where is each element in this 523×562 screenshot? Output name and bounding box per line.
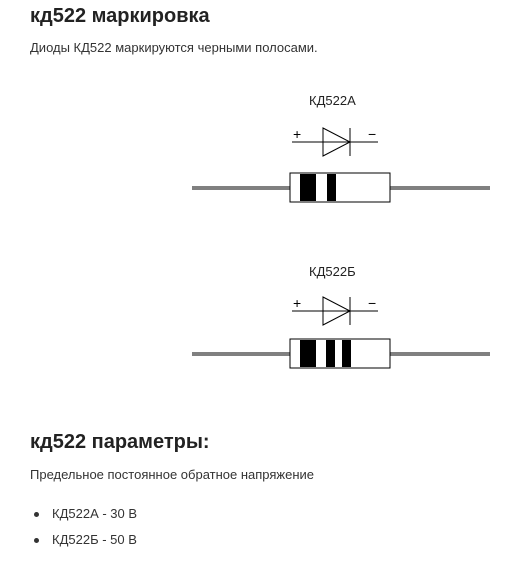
diode-a-symbol	[292, 126, 378, 156]
diode-b-minus: −	[368, 295, 377, 311]
diode-b-symbol	[292, 295, 378, 325]
diode-b-label: КД522Б	[309, 264, 356, 279]
marking-description: Диоды КД522 маркируются черными полосами.	[30, 40, 318, 55]
bullet-icon	[34, 538, 39, 543]
section-title-marking: кд522 маркировка	[30, 5, 210, 27]
diode-a-stripe-2	[327, 174, 336, 201]
diode-b-plus: +	[293, 295, 302, 311]
diode-a-body	[192, 173, 490, 202]
bullet-icon	[34, 512, 39, 517]
diode-b-body	[192, 339, 490, 368]
diode-a-minus: −	[368, 126, 377, 142]
diode-b-stripe-3	[342, 340, 351, 367]
diode-b-stripe-1	[300, 340, 316, 367]
diode-a-plus: +	[293, 126, 302, 142]
list-item	[30, 527, 137, 553]
diode-b-stripe-2	[326, 340, 335, 367]
list-item	[30, 501, 137, 527]
diode-a-label: КД522А	[309, 93, 356, 108]
list-item-text: КД522Б - 50 В	[52, 532, 137, 547]
list-item-text: КД522А - 30 В	[52, 506, 138, 521]
diode-a-stripe-1	[300, 174, 316, 201]
params-list	[30, 501, 137, 553]
section-title-params: кд522 параметры:	[30, 431, 210, 453]
params-description: Предельное постоянное обратное напряжение	[30, 467, 315, 482]
